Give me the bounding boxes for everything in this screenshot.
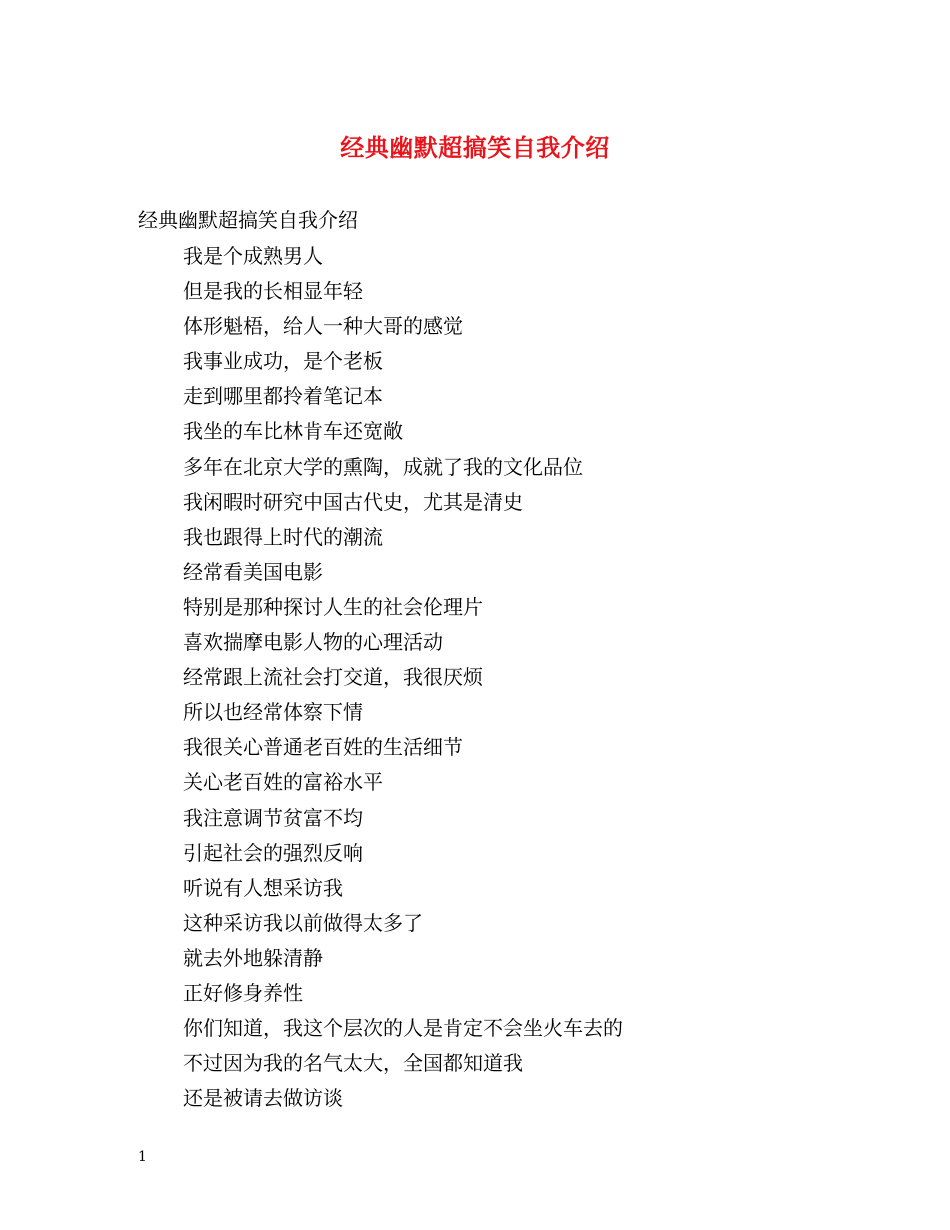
page-number: 1 (138, 1149, 147, 1165)
body-line: 所以也经常体察下情 (183, 700, 363, 725)
body-line: 听说有人想采访我 (183, 875, 343, 900)
body-line: 我也跟得上时代的潮流 (183, 524, 383, 549)
body-line: 经常跟上流社会打交道，我很厌烦 (183, 665, 483, 690)
body-lines (183, 239, 623, 1116)
body-line: 我很关心普通老百姓的生活细节 (183, 735, 463, 760)
body-line: 我闲暇时研究中国古代史，尤其是清史 (183, 489, 523, 514)
body-line: 关心老百姓的富裕水平 (183, 770, 383, 795)
body-line: 我是个成熟男人 (183, 244, 323, 268)
body-line: 这种采访我以前做得太多了 (183, 910, 423, 935)
body-line: 特别是那种探讨人生的社会伦理片 (183, 594, 483, 619)
body-line: 喜欢揣摩电影人物的心理活动 (183, 630, 443, 655)
document-subtitle: 经典幽默超搞笑自我介绍 (138, 208, 358, 232)
body-line: 体形魁梧，给人一种大哥的感觉 (183, 314, 463, 339)
body-line: 走到哪里都拎着笔记本 (183, 384, 383, 409)
document-title: 经典幽默超搞笑自我介绍 (340, 133, 610, 162)
body-line: 你们知道，我这个层次的人是肯定不会坐火车去的 (183, 1016, 623, 1041)
body-line: 经常看美国电影 (183, 559, 323, 584)
body-line: 我坐的车比林肯车还宽敞 (183, 419, 403, 444)
body-line: 正好修身养性 (183, 980, 303, 1005)
body-line: 就去外地躲清静 (183, 945, 323, 970)
body-line: 引起社会的强烈反响 (183, 840, 363, 865)
body-line: 但是我的长相显年轻 (183, 279, 363, 304)
body-line: 我事业成功，是个老板 (183, 349, 383, 374)
body-line: 多年在北京大学的熏陶，成就了我的文化品位 (183, 454, 583, 479)
body-line: 不过因为我的名气太大，全国都知道我 (183, 1051, 523, 1076)
body-line: 还是被请去做访谈 (183, 1086, 343, 1111)
body-line: 我注意调节贫富不均 (183, 805, 363, 830)
